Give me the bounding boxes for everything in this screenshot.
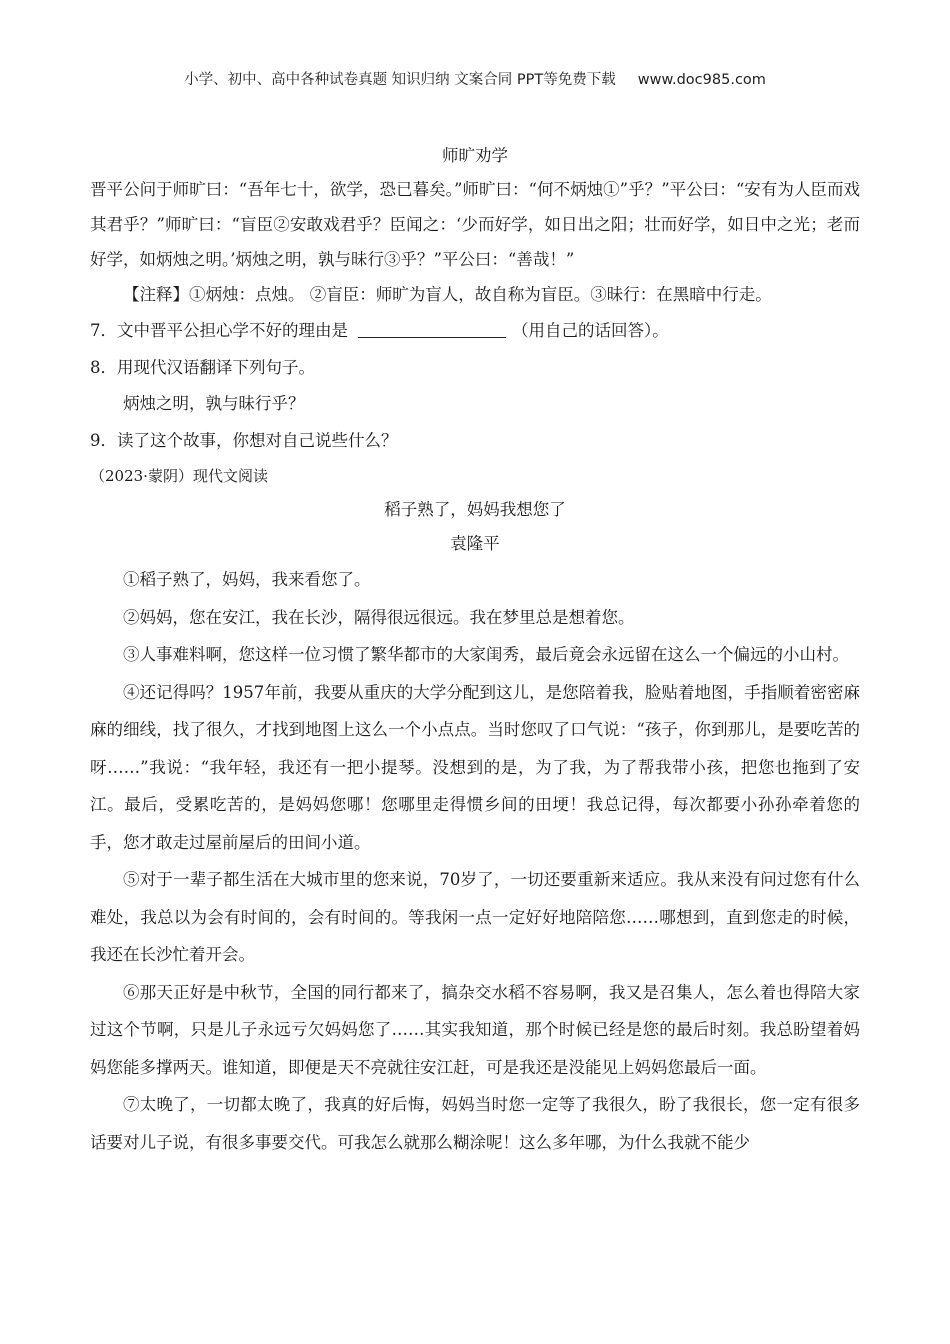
question-7-prefix: 7．文中晋平公担心学不好的理由是 <box>90 321 348 340</box>
question-9: 9．读了这个故事，你想对自己说些什么？ <box>90 430 398 450</box>
article-paragraph: ④还记得吗？1957年前，我要从重庆的大学分配到这儿，是您陪着我，脸贴着地图，手指顺着密密麻麻的细线，找了很久，才找到地图上这么一个小点点。当时您叹了口气说：“孩子，你到那儿，是要吃苦的呀……”我说：“我年轻，我还有一把小提琴。没想到的是，为了我，为了帮我带小孩，把您也拖到了安江。最后，受累吃苦的，是妈妈您哪！您哪里走得惯乡间的田埂！我总记得，每次都要小孙孙牵着您的手，您才敢走过屋前屋后的田间小道。 <box>90 682 860 852</box>
answer-blank[interactable] <box>358 321 506 338</box>
classical-paragraph: 晋平公问于师旷曰：“吾年七十，欲学，恐已暮矣。”师旷曰：“何不炳烛①”乎？”平公曰：“安有为人臣而戏其君乎？”师旷曰：“盲臣②安敢戏君乎？臣闻之：‘少而好学，如日出之阳；壮而好学，如日中之光；老而好学，如炳烛之明。’炳烛之明，孰与昧行③乎？”平公曰：“善哉！” <box>90 180 860 269</box>
header-site-link[interactable]: www.doc985.com <box>637 72 766 88</box>
classical-note: 【注释】①炳烛：点烛。 ②盲臣：师旷为盲人，故自称为盲臣。③昧行：在黑暗中行走。 <box>123 285 772 304</box>
article-paragraph: ①稻子熟了，妈妈，我来看您了。 <box>123 570 371 589</box>
article-title: 稻子熟了，妈妈我想您了 <box>384 500 566 519</box>
question-8: 8．用现代汉语翻译下列句子。 <box>90 357 315 377</box>
classical-title: 师旷劝学 <box>442 146 508 165</box>
article-paragraph: ⑤对于一辈子都生活在大城市里的您来说，70岁了，一切还要重新来适应。我从来没有问过您有什么难处，我总以为会有时间的，会有时间的。等我闲一点一定好好地陪陪您……哪想到，直到您走的时候，我还在长沙忙着开会。 <box>90 870 860 964</box>
document-body <box>90 140 860 1161</box>
article-paragraph: ②妈妈，您在安江，我在长沙，隔得很远很远。我在梦里总是想着您。 <box>123 607 635 627</box>
question-7 <box>90 313 860 350</box>
article-paragraph: ⑦太晚了，一切都太晚了，我真的好后悔，妈妈当时您一定等了我很久，盼了我很长，您一定有很多话要对儿子说，有很多事要交代。可我怎么就那么糊涂呢！这么多年哪，为什么我就不能少 <box>90 1095 860 1152</box>
article-paragraph: ③人事难料啊，您这样一位习惯了繁华都市的大家闺秀，最后竟会永远留在这么一个偏远的小山村。 <box>123 645 849 664</box>
question-8-sentence: 炳烛之明，孰与昧行乎？ <box>123 394 305 413</box>
modern-source: （2023·蒙阴）现代文阅读 <box>90 467 268 485</box>
article-paragraph: ⑥那天正好是中秋节，全国的同行都来了，搞杂交水稻不容易啊，我又是召集人，怎么着也得陪大家过这个节啊，只是儿子永远亏欠妈妈您了……其实我知道，那个时候已经是您的最后时刻。我总盼望着妈妈您能多撑两天。谁知道，即便是天不亮就往安江赶，可是我还是没能见上妈妈您最后一面。 <box>90 982 860 1077</box>
question-7-suffix: （用自己的话回答）。 <box>512 321 669 340</box>
header-text: 小学、初中、高中各种试卷真题 知识归纳 文案合同 PPT等免费下载 <box>184 72 616 88</box>
page-header <box>0 68 950 89</box>
article-author: 袁隆平 <box>450 534 500 553</box>
